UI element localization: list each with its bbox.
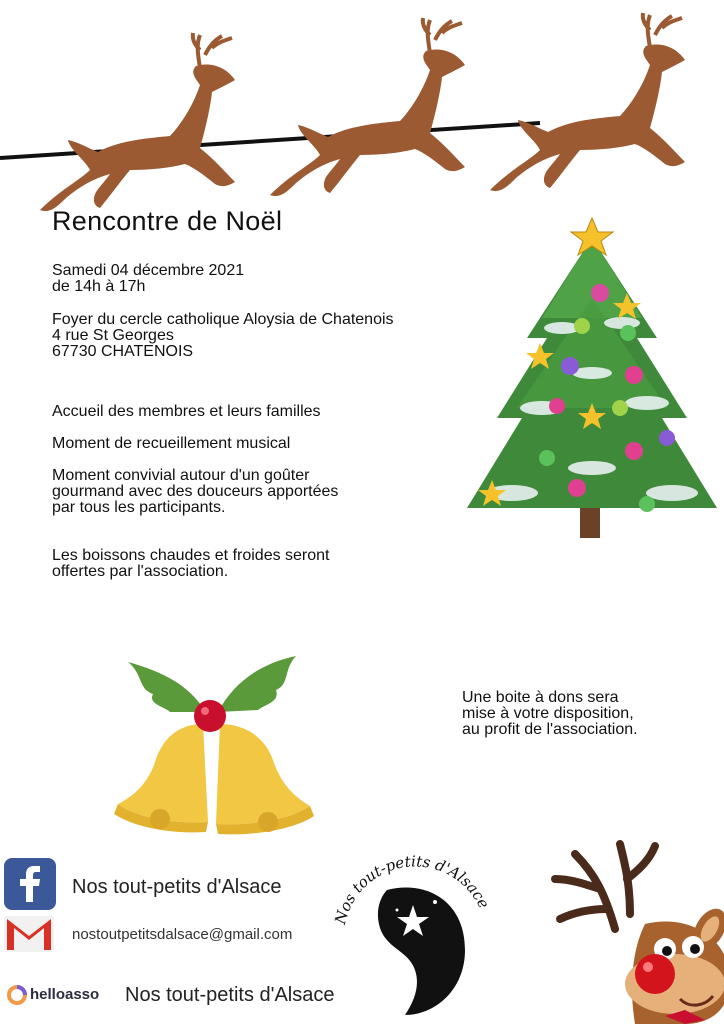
event-venue xyxy=(52,312,394,360)
donation-line: mise à votre disposition, xyxy=(462,705,634,722)
drinks-line: offertes par l'association. xyxy=(52,563,229,580)
donation-line: Une boite à dons sera xyxy=(462,689,619,706)
facebook-link[interactable]: Nos tout-petits d'Alsace xyxy=(72,876,282,898)
email-link[interactable]: nostoutpetitsdalsace@gmail.com xyxy=(72,926,293,943)
venue-name: Foyer du cercle catholique Aloysia de Chatenois xyxy=(52,311,394,328)
event-date xyxy=(52,263,244,295)
program-item xyxy=(52,436,338,452)
reindeer-icon xyxy=(270,18,465,196)
donation-line: au profit de l'association. xyxy=(462,721,638,738)
program-item xyxy=(52,404,338,420)
program-text: gourmand avec des douceurs apportées xyxy=(52,483,339,500)
venue-street: 4 rue St Georges xyxy=(52,327,174,344)
program-text: Accueil des membres et leurs familles xyxy=(52,403,321,420)
program-text: par tous les participants. xyxy=(52,499,226,516)
donation-note xyxy=(462,690,638,738)
drinks-line: Les boissons chaudes et froides seront xyxy=(52,547,330,564)
gmail-icon[interactable] xyxy=(4,916,54,952)
program-text: Moment de recueillement musical xyxy=(52,435,291,452)
program-text: Moment convivial autour d'un goûter xyxy=(52,467,310,484)
reindeer-banner xyxy=(0,0,724,230)
helloasso-icon[interactable] xyxy=(6,984,28,1006)
page-title: Rencontre de Noël xyxy=(52,206,283,236)
reindeer-icon xyxy=(490,13,685,191)
facebook-icon[interactable] xyxy=(4,858,56,910)
bells-icon xyxy=(108,644,318,844)
time-line: de 14h à 17h xyxy=(52,278,146,295)
christmas-tree-icon xyxy=(462,208,722,548)
program-list xyxy=(52,404,338,532)
moon-logo-icon xyxy=(325,840,495,1020)
reindeer-face-icon xyxy=(535,834,724,1024)
logo-text: Nos tout-petits d'Alsace xyxy=(331,852,493,927)
program-item xyxy=(52,468,338,516)
venue-city: 67730 CHATENOIS xyxy=(52,343,194,360)
drinks-note xyxy=(52,548,330,580)
date-line: Samedi 04 décembre 2021 xyxy=(52,262,245,279)
helloasso-link[interactable]: Nos tout-petits d'Alsace xyxy=(125,984,335,1006)
reindeer-icon xyxy=(40,33,235,211)
helloasso-brand: helloasso xyxy=(30,986,100,1003)
